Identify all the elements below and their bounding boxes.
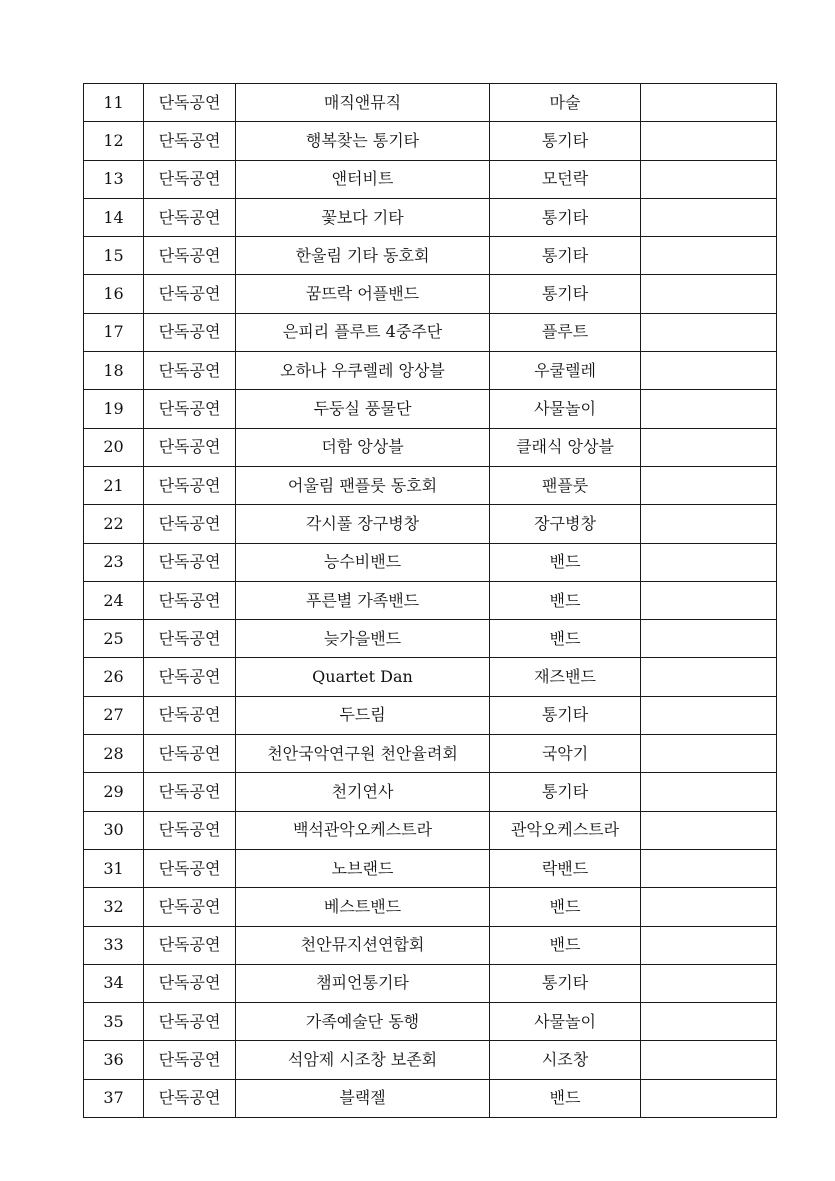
row-number-cell: 37 bbox=[84, 1079, 144, 1117]
row-number-cell: 18 bbox=[84, 352, 144, 390]
performance-type-cell: 단독공연 bbox=[144, 735, 236, 773]
group-name-cell: 천기연사 bbox=[236, 773, 490, 811]
performance-type-cell: 단독공연 bbox=[144, 122, 236, 160]
remarks-cell bbox=[641, 237, 777, 275]
genre-cell: 사물놀이 bbox=[490, 390, 641, 428]
genre-cell: 국악기 bbox=[490, 735, 641, 773]
remarks-cell bbox=[641, 735, 777, 773]
remarks-cell bbox=[641, 275, 777, 313]
table-row bbox=[84, 160, 777, 198]
performance-type-cell: 단독공연 bbox=[144, 237, 236, 275]
table-row bbox=[84, 811, 777, 849]
table-row bbox=[84, 390, 777, 428]
table-row bbox=[84, 122, 777, 160]
row-number-cell: 24 bbox=[84, 581, 144, 619]
performance-type-cell: 단독공연 bbox=[144, 543, 236, 581]
remarks-cell bbox=[641, 198, 777, 236]
remarks-cell bbox=[641, 84, 777, 122]
row-number-cell: 12 bbox=[84, 122, 144, 160]
remarks-cell bbox=[641, 964, 777, 1002]
group-name-cell: 푸른별 가족밴드 bbox=[236, 581, 490, 619]
genre-cell: 재즈밴드 bbox=[490, 658, 641, 696]
remarks-cell bbox=[641, 620, 777, 658]
performance-type-cell: 단독공연 bbox=[144, 811, 236, 849]
row-number-cell: 14 bbox=[84, 198, 144, 236]
row-number-cell: 36 bbox=[84, 1041, 144, 1079]
row-number-cell: 31 bbox=[84, 849, 144, 887]
row-number-cell: 21 bbox=[84, 466, 144, 504]
roster-table-body bbox=[84, 84, 777, 1118]
table-row bbox=[84, 926, 777, 964]
group-name-cell: 가족예술단 동행 bbox=[236, 1003, 490, 1041]
row-number-cell: 26 bbox=[84, 658, 144, 696]
group-name-cell: 꿈뜨락 어플밴드 bbox=[236, 275, 490, 313]
table-row bbox=[84, 1003, 777, 1041]
remarks-cell bbox=[641, 122, 777, 160]
group-name-cell: 베스트밴드 bbox=[236, 888, 490, 926]
performance-type-cell: 단독공연 bbox=[144, 352, 236, 390]
remarks-cell bbox=[641, 390, 777, 428]
row-number-cell: 27 bbox=[84, 696, 144, 734]
genre-cell: 장구병창 bbox=[490, 505, 641, 543]
table-row bbox=[84, 773, 777, 811]
remarks-cell bbox=[641, 543, 777, 581]
genre-cell: 관악오케스트라 bbox=[490, 811, 641, 849]
group-name-cell: 블랙젤 bbox=[236, 1079, 490, 1117]
table-row bbox=[84, 237, 777, 275]
performance-type-cell: 단독공연 bbox=[144, 428, 236, 466]
row-number-cell: 16 bbox=[84, 275, 144, 313]
table-row bbox=[84, 964, 777, 1002]
performance-type-cell: 단독공연 bbox=[144, 888, 236, 926]
remarks-cell bbox=[641, 888, 777, 926]
table-row bbox=[84, 198, 777, 236]
group-name-cell: 꽃보다 기타 bbox=[236, 198, 490, 236]
performance-type-cell: 단독공연 bbox=[144, 275, 236, 313]
genre-cell: 클래식 앙상블 bbox=[490, 428, 641, 466]
table-row bbox=[84, 849, 777, 887]
performance-type-cell: 단독공연 bbox=[144, 84, 236, 122]
table-row bbox=[84, 1041, 777, 1079]
row-number-cell: 28 bbox=[84, 735, 144, 773]
remarks-cell bbox=[641, 466, 777, 504]
remarks-cell bbox=[641, 926, 777, 964]
performance-type-cell: 단독공연 bbox=[144, 313, 236, 351]
performance-type-cell: 단독공연 bbox=[144, 466, 236, 504]
row-number-cell: 34 bbox=[84, 964, 144, 1002]
performance-type-cell: 단독공연 bbox=[144, 505, 236, 543]
remarks-cell bbox=[641, 581, 777, 619]
table-row bbox=[84, 428, 777, 466]
table-row bbox=[84, 658, 777, 696]
table-row bbox=[84, 84, 777, 122]
table-row bbox=[84, 275, 777, 313]
genre-cell: 밴드 bbox=[490, 581, 641, 619]
genre-cell: 락밴드 bbox=[490, 849, 641, 887]
row-number-cell: 20 bbox=[84, 428, 144, 466]
genre-cell: 우쿨렐레 bbox=[490, 352, 641, 390]
genre-cell: 사물놀이 bbox=[490, 1003, 641, 1041]
performance-type-cell: 단독공연 bbox=[144, 1079, 236, 1117]
remarks-cell bbox=[641, 160, 777, 198]
performance-type-cell: 단독공연 bbox=[144, 390, 236, 428]
genre-cell: 통기타 bbox=[490, 122, 641, 160]
table-row bbox=[84, 581, 777, 619]
table-row bbox=[84, 352, 777, 390]
genre-cell: 모던락 bbox=[490, 160, 641, 198]
genre-cell: 밴드 bbox=[490, 1079, 641, 1117]
remarks-cell bbox=[641, 428, 777, 466]
remarks-cell bbox=[641, 505, 777, 543]
group-name-cell: 백석관악오케스트라 bbox=[236, 811, 490, 849]
group-name-cell: 각시풀 장구병창 bbox=[236, 505, 490, 543]
group-name-cell: 더함 앙상블 bbox=[236, 428, 490, 466]
table-row bbox=[84, 543, 777, 581]
group-name-cell: 석암제 시조창 보존회 bbox=[236, 1041, 490, 1079]
remarks-cell bbox=[641, 849, 777, 887]
row-number-cell: 19 bbox=[84, 390, 144, 428]
row-number-cell: 23 bbox=[84, 543, 144, 581]
table-row bbox=[84, 1079, 777, 1117]
group-name-cell: 두둥실 풍물단 bbox=[236, 390, 490, 428]
row-number-cell: 17 bbox=[84, 313, 144, 351]
row-number-cell: 35 bbox=[84, 1003, 144, 1041]
genre-cell: 통기타 bbox=[490, 773, 641, 811]
row-number-cell: 25 bbox=[84, 620, 144, 658]
row-number-cell: 22 bbox=[84, 505, 144, 543]
group-name-cell: 오하나 우쿠렐레 앙상블 bbox=[236, 352, 490, 390]
genre-cell: 통기타 bbox=[490, 696, 641, 734]
table-row bbox=[84, 620, 777, 658]
row-number-cell: 29 bbox=[84, 773, 144, 811]
remarks-cell bbox=[641, 696, 777, 734]
group-name-cell: 행복찾는 통기타 bbox=[236, 122, 490, 160]
genre-cell: 밴드 bbox=[490, 620, 641, 658]
group-name-cell: 천안뮤지션연합회 bbox=[236, 926, 490, 964]
remarks-cell bbox=[641, 1003, 777, 1041]
remarks-cell bbox=[641, 313, 777, 351]
genre-cell: 밴드 bbox=[490, 888, 641, 926]
row-number-cell: 11 bbox=[84, 84, 144, 122]
remarks-cell bbox=[641, 352, 777, 390]
group-name-cell: 챔피언통기타 bbox=[236, 964, 490, 1002]
group-name-cell: 앤터비트 bbox=[236, 160, 490, 198]
remarks-cell bbox=[641, 658, 777, 696]
genre-cell: 통기타 bbox=[490, 237, 641, 275]
group-name-cell: Quartet Dan bbox=[236, 658, 490, 696]
table-row bbox=[84, 505, 777, 543]
table-row bbox=[84, 313, 777, 351]
genre-cell: 마술 bbox=[490, 84, 641, 122]
group-name-cell: 한울림 기타 동호회 bbox=[236, 237, 490, 275]
group-name-cell: 노브랜드 bbox=[236, 849, 490, 887]
performance-type-cell: 단독공연 bbox=[144, 926, 236, 964]
genre-cell: 팬플룻 bbox=[490, 466, 641, 504]
performance-type-cell: 단독공연 bbox=[144, 1041, 236, 1079]
group-name-cell: 늦가을밴드 bbox=[236, 620, 490, 658]
row-number-cell: 32 bbox=[84, 888, 144, 926]
genre-cell: 플루트 bbox=[490, 313, 641, 351]
performance-type-cell: 단독공연 bbox=[144, 160, 236, 198]
genre-cell: 밴드 bbox=[490, 543, 641, 581]
genre-cell: 통기타 bbox=[490, 964, 641, 1002]
performance-type-cell: 단독공연 bbox=[144, 964, 236, 1002]
group-name-cell: 어울림 팬플룻 동호회 bbox=[236, 466, 490, 504]
group-name-cell: 은피리 플루트 4중주단 bbox=[236, 313, 490, 351]
row-number-cell: 15 bbox=[84, 237, 144, 275]
performance-type-cell: 단독공연 bbox=[144, 581, 236, 619]
performance-type-cell: 단독공연 bbox=[144, 658, 236, 696]
table-row bbox=[84, 696, 777, 734]
performance-type-cell: 단독공연 bbox=[144, 198, 236, 236]
performance-type-cell: 단독공연 bbox=[144, 620, 236, 658]
table-row bbox=[84, 888, 777, 926]
remarks-cell bbox=[641, 773, 777, 811]
row-number-cell: 13 bbox=[84, 160, 144, 198]
performance-type-cell: 단독공연 bbox=[144, 849, 236, 887]
row-number-cell: 30 bbox=[84, 811, 144, 849]
table-row bbox=[84, 735, 777, 773]
genre-cell: 밴드 bbox=[490, 926, 641, 964]
performance-type-cell: 단독공연 bbox=[144, 773, 236, 811]
remarks-cell bbox=[641, 811, 777, 849]
row-number-cell: 33 bbox=[84, 926, 144, 964]
performance-type-cell: 단독공연 bbox=[144, 1003, 236, 1041]
table-row bbox=[84, 466, 777, 504]
genre-cell: 시조창 bbox=[490, 1041, 641, 1079]
group-name-cell: 매직앤뮤직 bbox=[236, 84, 490, 122]
group-name-cell: 두드림 bbox=[236, 696, 490, 734]
genre-cell: 통기타 bbox=[490, 198, 641, 236]
performance-roster-table bbox=[83, 83, 777, 1118]
performance-type-cell: 단독공연 bbox=[144, 696, 236, 734]
remarks-cell bbox=[641, 1079, 777, 1117]
group-name-cell: 능수비밴드 bbox=[236, 543, 490, 581]
group-name-cell: 천안국악연구원 천안율려회 bbox=[236, 735, 490, 773]
genre-cell: 통기타 bbox=[490, 275, 641, 313]
remarks-cell bbox=[641, 1041, 777, 1079]
